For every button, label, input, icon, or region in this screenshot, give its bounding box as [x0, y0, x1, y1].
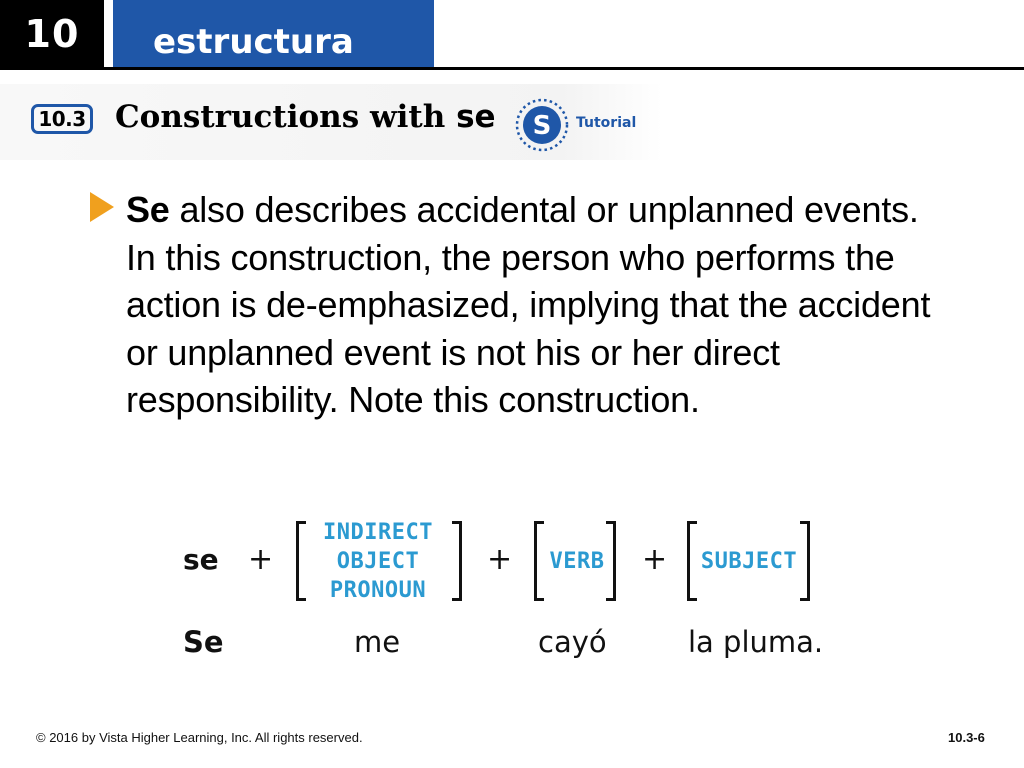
bracket-left-3 [687, 521, 697, 601]
slot-label-line: SUBJECT [700, 549, 798, 574]
bullet-paragraph [126, 186, 946, 424]
tutorial-icon[interactable] [514, 97, 570, 153]
bracket-right-2 [606, 521, 616, 601]
page-title [115, 99, 496, 135]
bullet-arrow-icon [90, 192, 114, 222]
example-la-pluma: la pluma. [688, 625, 824, 659]
page-number: 10.3-6 [948, 730, 985, 745]
example-cayo: cayó [538, 625, 607, 659]
example-me: me [354, 625, 401, 659]
slot-label-line: PRONOUN [329, 578, 427, 603]
slot-subject [697, 547, 801, 576]
bracket-left-2 [534, 521, 544, 601]
page-title-prefix: Constructions with [115, 99, 457, 135]
formula-se: se [183, 543, 219, 576]
tutorial-icon-letter: S [532, 111, 552, 141]
bracket-right-3 [800, 521, 810, 601]
bullet-lead: Se [126, 189, 170, 230]
section-name: estructura [113, 0, 434, 68]
page-title-emphasis: se [456, 99, 496, 135]
chapter-number: 10 [0, 0, 104, 68]
bullet-body: also describes accidental or unplanned events. In this construction, the person who performs the action is de-emphasized, implying that the accident or unplanned event is not his or her direct responsibility. Note this construction. [126, 189, 931, 420]
bracket-right-1 [452, 521, 462, 601]
example-se: Se [183, 625, 224, 659]
slot-label-line: INDIRECT [323, 520, 433, 545]
slot-verb [546, 547, 608, 576]
formula-plus-3: + [642, 542, 668, 577]
slot-indirect-object-pronoun [318, 518, 438, 605]
slot-label-line: VERB [549, 549, 605, 574]
slot-label-line: OBJECT [336, 549, 420, 574]
bracket-left-1 [296, 521, 306, 601]
tutorial-label[interactable]: Tutorial [576, 115, 637, 131]
section-badge: 10.3 [31, 104, 93, 134]
header-rule [0, 67, 1024, 70]
copyright-notice: © 2016 by Vista Higher Learning, Inc. All rights reserved. [36, 730, 363, 745]
formula-plus-2: + [487, 542, 513, 577]
formula-plus-1: + [248, 542, 274, 577]
